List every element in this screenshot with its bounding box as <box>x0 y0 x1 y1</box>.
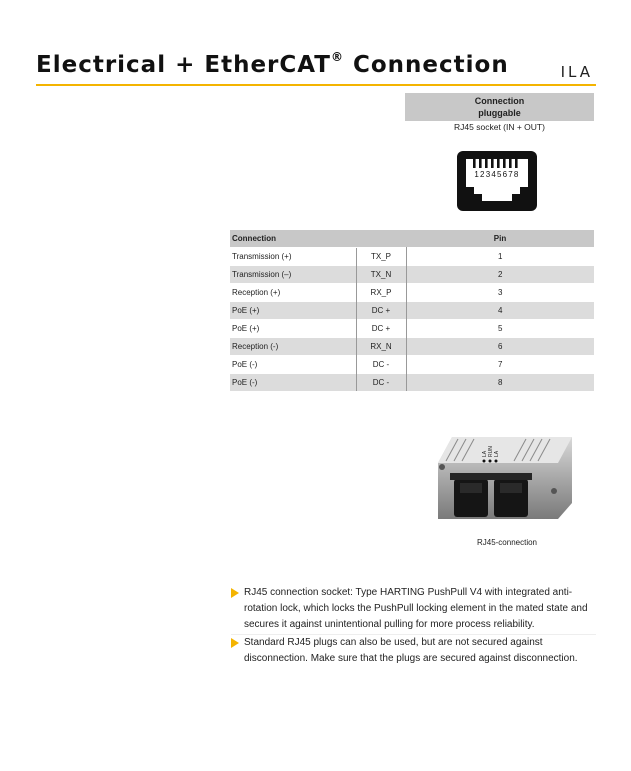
led-label-3: LA <box>494 450 500 457</box>
led-label-1: LA <box>482 450 488 457</box>
table-row <box>230 301 594 319</box>
connection-type-subtitle: RJ45 socket (IN + OUT) <box>454 122 545 132</box>
note-text: RJ45 connection socket: Type HARTING PushPull V4 with integrated anti-rotation lock, which locks the PushPull locking element in the mated state and secures it against unintentional pulling for more process reliability. <box>244 587 588 630</box>
cell-pin: 4 <box>406 301 594 319</box>
cell-pin: 3 <box>406 283 594 301</box>
cell-connection: PoE (-) <box>230 373 356 391</box>
arrow-bullet-icon <box>231 638 239 648</box>
registered-mark: ® <box>330 50 344 64</box>
cell-signal: RX_P <box>356 283 406 301</box>
cell-connection: PoE (+) <box>230 301 356 319</box>
rj45-socket-icon <box>456 150 538 212</box>
cell-pin: 7 <box>406 355 594 373</box>
table-row <box>230 337 594 355</box>
arrow-bullet-icon <box>231 588 239 598</box>
cell-connection: Reception (-) <box>230 337 356 355</box>
cell-signal: DC - <box>356 355 406 373</box>
pin-assignment-table <box>230 230 594 391</box>
cell-pin: 1 <box>406 247 594 265</box>
table-row <box>230 283 594 301</box>
title-divider <box>36 84 596 86</box>
cell-pin: 5 <box>406 319 594 337</box>
notes-list <box>231 585 596 669</box>
table-row <box>230 319 594 337</box>
cell-signal: TX_N <box>356 265 406 283</box>
note-item <box>231 635 596 667</box>
table-row <box>230 373 594 391</box>
connection-type-line2: pluggable <box>478 108 521 118</box>
cell-connection: Reception (+) <box>230 283 356 301</box>
led-label-2: RUN <box>488 446 494 457</box>
cell-signal: TX_P <box>356 247 406 265</box>
connection-type-header <box>405 93 594 121</box>
cell-signal: DC + <box>356 319 406 337</box>
column-header-pin: Pin <box>406 230 594 247</box>
page-title-text: Electrical + EtherCAT <box>36 52 331 78</box>
cell-connection: PoE (-) <box>230 355 356 373</box>
cell-connection: PoE (+) <box>230 319 356 337</box>
table-row <box>230 265 594 283</box>
page-title-suffix: Connection <box>353 52 509 78</box>
note-text: Standard RJ45 plugs can also be used, but are not secured against disconnection. Make sure that the plugs are secured against disconnection. <box>244 637 578 664</box>
note-item <box>231 585 596 633</box>
table-row <box>230 355 594 373</box>
cell-pin: 6 <box>406 337 594 355</box>
column-header-signal <box>356 230 406 247</box>
actuator-rj45-photo <box>430 433 576 533</box>
cell-connection: Transmission (–) <box>230 265 356 283</box>
column-header-connection: Connection <box>230 230 356 247</box>
page-title <box>36 52 509 78</box>
product-code: ILA <box>560 63 593 81</box>
table-header-row <box>230 230 594 247</box>
connection-type-line1: Connection <box>474 96 525 106</box>
cell-pin: 8 <box>406 373 594 391</box>
cell-pin: 2 <box>406 265 594 283</box>
photo-caption: RJ45-connection <box>476 538 538 547</box>
table-row <box>230 247 594 265</box>
cell-signal: DC + <box>356 301 406 319</box>
rj45-pin-numbers: 12345678 <box>474 170 520 179</box>
cell-signal: DC - <box>356 373 406 391</box>
cell-signal: RX_N <box>356 337 406 355</box>
cell-connection: Transmission (+) <box>230 247 356 265</box>
